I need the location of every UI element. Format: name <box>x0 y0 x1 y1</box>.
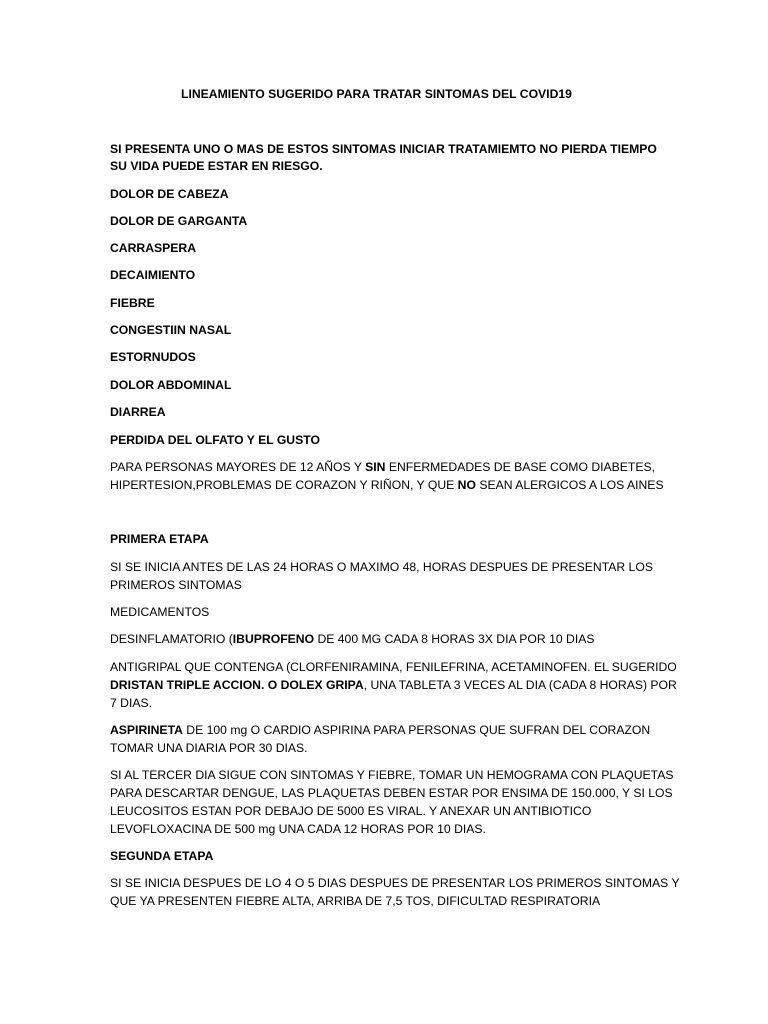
med-text: DE 100 mg O CARDIO ASPIRINA PARA PERSONAS QUE SUFRAN DEL CORAZON <box>182 723 651 737</box>
anti-inflammatory-line <box>110 630 594 648</box>
stage-1-timing-line-1: SI SE INICIA ANTES DE LAS 24 HORAS O MAXIMO 48, HORAS DESPUES DE PRESENTAR LOS <box>110 560 653 574</box>
criteria-text: HIPERTESION,PROBLEMAS DE CORAZON Y RIÑON, Y QUE <box>110 478 458 492</box>
criteria-line-2 <box>110 476 664 494</box>
criteria-text: ENFERMEDADES DE BASE COMO DIABETES, <box>385 460 655 474</box>
med-text: , UNA TABLETA 3 VECES AL DIA (CADA 8 HORAS) POR <box>363 678 677 692</box>
symptom-item: CONGESTIIN NASAL <box>110 323 232 337</box>
med-name-dristan: DRISTAN TRIPLE ACCION. O DOLEX GRIPA <box>110 678 364 692</box>
med-name-aspirineta: ASPIRINETA <box>110 723 183 737</box>
intro-line-2: SU VIDA PUEDE ESTAR EN RIESGO. <box>110 159 323 173</box>
stage-2-timing-line-1: SI SE INICIA DESPUES DE LO 4 O 5 DIAS DESPUES DE PRESENTAR LOS PRIMEROS SINTOMAS Y <box>110 876 680 890</box>
symptom-item: DECAIMIENTO <box>110 268 196 282</box>
criteria-emphasis-no: NO <box>457 478 476 492</box>
medications-label: MEDICAMENTOS <box>110 605 210 619</box>
aspirin-line-1 <box>110 721 650 739</box>
med-text: DE 400 MG CADA 8 HORAS 3X DIA POR 10 DIAS <box>314 632 595 646</box>
third-day-line-3: LEUCOSITOS ESTAN POR DEBAJO DE 5000 ES VIRAL. Y ANEXAR UN ANTIBIOTICO <box>110 804 592 818</box>
symptom-item: ESTORNUDOS <box>110 350 196 364</box>
med-text: DESINFLAMATORIO ( <box>110 632 233 646</box>
symptom-item: PERDIDA DEL OLFATO Y EL GUSTO <box>110 433 320 447</box>
stage-2-heading: SEGUNDA ETAPA <box>110 849 214 863</box>
third-day-line-4: LEVOFLOXACINA DE 500 mg UNA CADA 12 HORAS POR 10 DIAS. <box>110 822 486 836</box>
symptom-item: DOLOR ABDOMINAL <box>110 378 232 392</box>
third-day-line-1: SI AL TERCER DIA SIGUE CON SINTOMAS Y FIEBRE, TOMAR UN HEMOGRAMA CON PLAQUETAS <box>110 768 674 782</box>
antiflu-line-1: ANTIGRIPAL QUE CONTENGA (CLORFENIRAMINA, FENILEFRINA, ACETAMINOFEN. EL SUGERIDO <box>110 660 677 674</box>
symptom-item: DOLOR DE CABEZA <box>110 187 229 201</box>
aspirin-line-2: TOMAR UNA DIARIA POR 30 DIAS. <box>110 741 308 755</box>
antiflu-line-2 <box>110 676 677 694</box>
criteria-text: PARA PERSONAS MAYORES DE 12 AÑOS Y <box>110 460 366 474</box>
criteria-emphasis-sin: SIN <box>365 460 386 474</box>
criteria-text: SEAN ALERGICOS A LOS AINES <box>475 478 664 492</box>
document-title: LINEAMIENTO SUGERIDO PARA TRATAR SINTOMAS DEL COVID19 <box>181 87 572 101</box>
third-day-line-2: PARA DESCARTAR DENGUE, LAS PLAQUETAS DEBEN ESTAR POR ENSIMA DE 150.000, Y SI LOS <box>110 786 673 800</box>
symptom-item: FIEBRE <box>110 296 155 310</box>
criteria-line-1 <box>110 458 655 476</box>
symptom-item: DOLOR DE GARGANTA <box>110 214 248 228</box>
stage-1-heading: PRIMERA ETAPA <box>110 532 209 546</box>
stage-1-timing-line-2: PRIMEROS SINTOMAS <box>110 578 242 592</box>
stage-2-timing-line-2: QUE YA PRESENTEN FIEBRE ALTA, ARRIBA DE 7,5 TOS, DIFICULTAD RESPIRATORIA <box>110 894 601 908</box>
intro-line-1: SI PRESENTA UNO O MAS DE ESTOS SINTOMAS INICIAR TRATAMIEMTO NO PIERDA TIEMPO <box>110 142 657 156</box>
symptom-item: CARRASPERA <box>110 241 196 255</box>
antiflu-line-3: 7 DIAS. <box>110 696 152 710</box>
symptom-item: DIARREA <box>110 405 166 419</box>
med-name-ibuprofeno: IBUPROFENO <box>232 632 315 646</box>
